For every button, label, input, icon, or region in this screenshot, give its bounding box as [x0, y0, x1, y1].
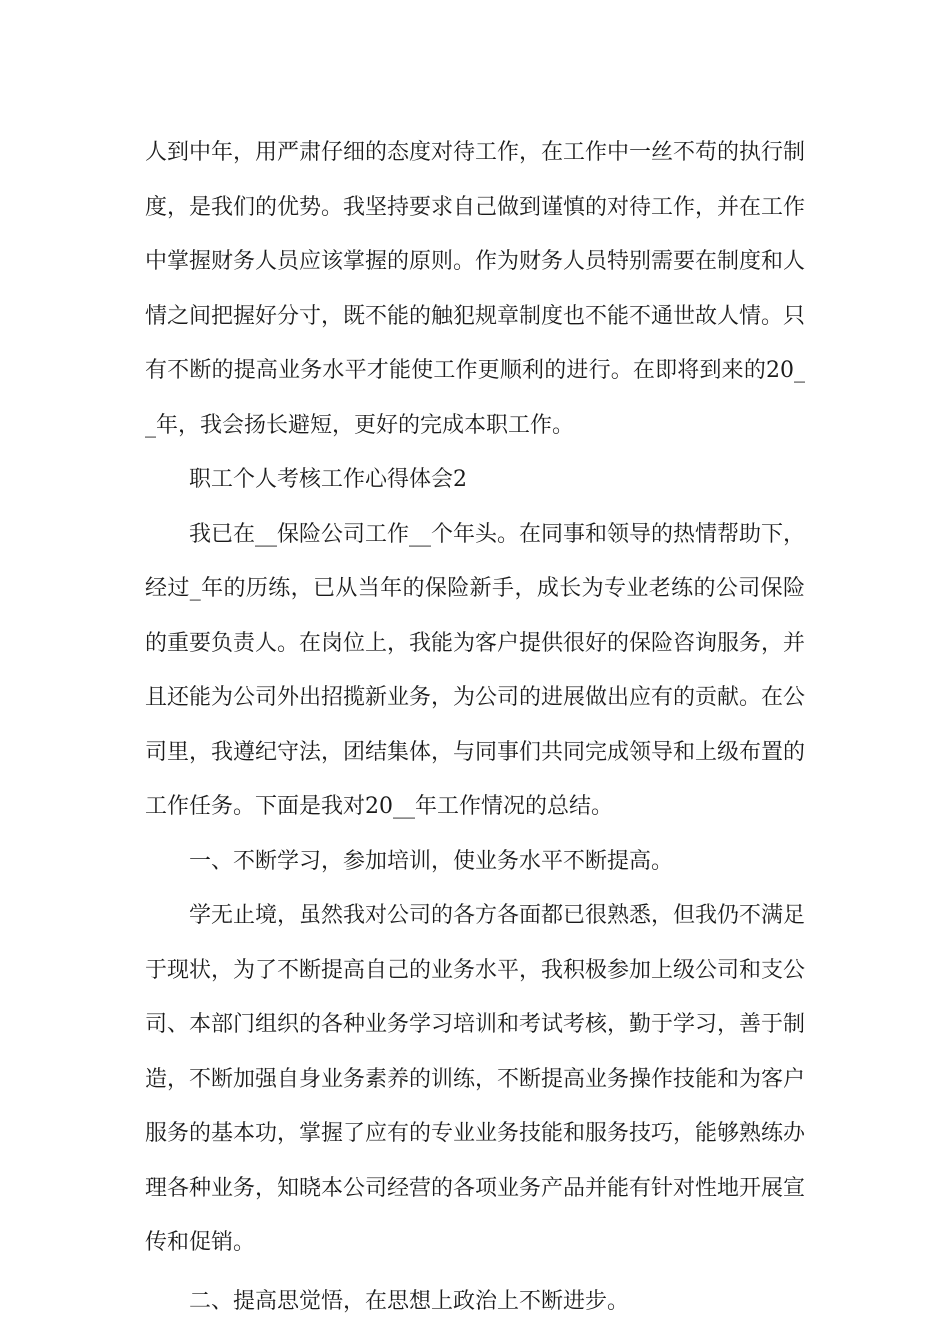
section-heading-2: 职工个人考核工作心得体会2	[189, 467, 467, 492]
paragraph-summary: 我已在__保险公司工作__个年头。在同事和领导的热情帮助下，经过_年的历练，已从当年的保险新手，成长为专业老练的公司保险的重要负责人。在岗位上，我能为客户提供很好的保险咨询服务，并且还能为公司外出招揽新业务，为公司的进展做出应有的贡献。在公司里，我遵纪守法，团结集体，与同事们共同完成领导和上级布置的工作任务。下面是我对20__年工作情况的总结。	[145, 521, 806, 819]
document-body	[145, 126, 805, 1329]
subheading-learning: 一、不断学习，参加培训，使业务水平不断提高。	[189, 848, 674, 874]
paragraph-intro: 人到中年，用严肃仔细的态度对待工作，在工作中一丝不苟的执行制度，是我们的优势。我坚持要求自己做到谨慎的对待工作，并在工作中掌握财务人员应该掌握的原则。作为财务人员特别需要在制度和人情之间把握好分寸，既不能的触犯规章制度也不能不通世故人情。只有不断的提高业务水平才能使工作更顺利的进行。在即将到来的20__年，我会扬长避短，更好的完成本职工作。	[145, 140, 806, 438]
subheading-ideology: 二、提高思觉悟，在思想上政治上不断进步。	[189, 1288, 630, 1314]
paragraph-learning: 学无止境，虽然我对公司的各方各面都已很熟悉，但我仍不满足于现状，为了不断提高自己的业务水平，我积极参加上级公司和支公司、本部门组织的各种业务学习培训和考试考核，勤于学习，善于制造，不断加强自身业务素养的训练，不断提高业务操作技能和为客户服务的基本功，掌握了应有的专业业务技能和服务技巧，能够熟练办理各种业务，知晓本公司经营的各项业务产品并能有针对性地开展宣传和促销。	[145, 903, 806, 1255]
